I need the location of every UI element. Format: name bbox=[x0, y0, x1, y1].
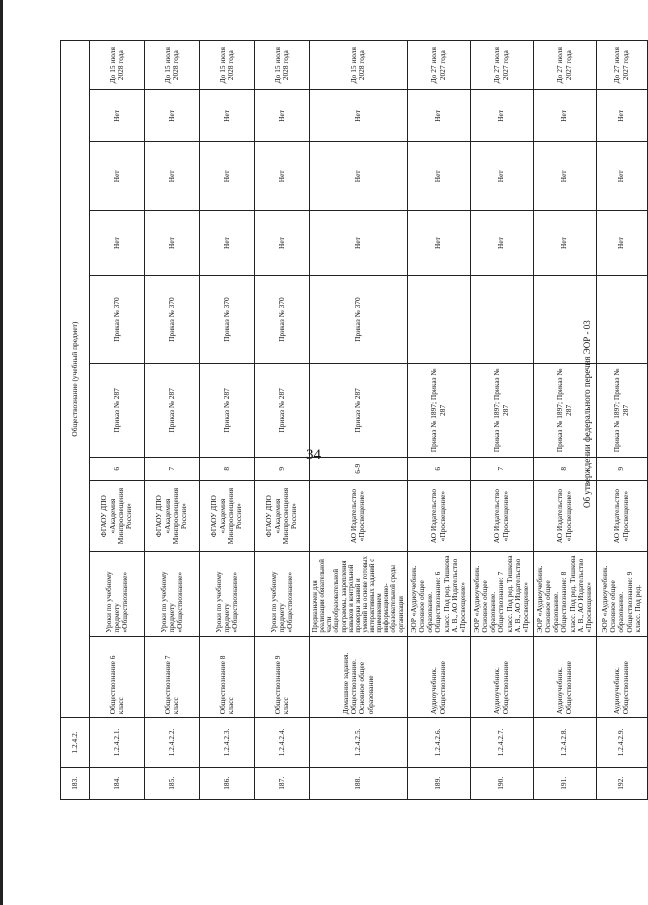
resource-grade: 7 bbox=[145, 457, 200, 480]
flag-3: Нет bbox=[470, 90, 533, 142]
resource-grade: 8 bbox=[533, 457, 596, 480]
validity-term: До 15 июля 2028 года bbox=[310, 41, 408, 91]
approval-order-2: Приказ № 370 bbox=[310, 275, 408, 363]
resource-publisher: ФГАОУ ДПО «Академия Минпросвещения России» bbox=[255, 480, 310, 551]
resource-grade: 6-9 bbox=[310, 457, 408, 480]
flag-1: Нет bbox=[145, 211, 200, 276]
validity-term: До 27 июля 2027 года bbox=[470, 41, 533, 91]
flag-3: Нет bbox=[533, 90, 596, 142]
resource-publisher: АО Издательство «Просвещение» bbox=[310, 480, 408, 551]
table-row bbox=[407, 41, 470, 800]
table-row bbox=[145, 41, 200, 800]
flag-3: Нет bbox=[310, 90, 408, 142]
approval-order-2: Приказ № 370 bbox=[90, 275, 145, 363]
row-code: 1.2.4.2.9. bbox=[596, 718, 647, 767]
flag-1: Нет bbox=[596, 211, 647, 276]
validity-term: До 15 июля 2028 года bbox=[200, 41, 255, 91]
table-row bbox=[90, 41, 145, 800]
row-number: 188. bbox=[310, 767, 408, 799]
row-code: 1.2.4.2.2. bbox=[145, 718, 200, 767]
resource-description: Уроки по учебному предмету «Обществознание» bbox=[255, 552, 310, 636]
row-number: 186. bbox=[200, 767, 255, 799]
resource-name: Домашние задания. Обществознание. Основное общее образование bbox=[310, 636, 408, 718]
flag-2: Нет bbox=[470, 142, 533, 211]
eor-list-table bbox=[60, 40, 648, 800]
flag-1: Нет bbox=[533, 211, 596, 276]
resource-publisher: АО Издательство «Просвещение» bbox=[533, 480, 596, 551]
footer-note: Об утверждении федерального перечня ЭОР - 03 bbox=[582, 320, 592, 508]
flag-1: Нет bbox=[90, 211, 145, 276]
validity-term: До 27 июля 2027 года bbox=[533, 41, 596, 91]
row-code: 1.2.4.2.7. bbox=[470, 718, 533, 767]
section-number: 183. bbox=[61, 767, 90, 799]
approval-order: Приказ № 287 bbox=[310, 364, 408, 457]
flag-2: Нет bbox=[407, 142, 470, 211]
resource-name: Аудиоучебник. Обществознание bbox=[470, 636, 533, 718]
row-number: 190. bbox=[470, 767, 533, 799]
row-number: 185. bbox=[145, 767, 200, 799]
approval-order: Приказ № 287 bbox=[90, 364, 145, 457]
resource-description: ЭОР «Аудиоучебник. Основное общее образование. Обществознание: 9 класс. Под ред. bbox=[596, 552, 647, 636]
row-code: 1.2.4.2.5. bbox=[310, 718, 408, 767]
resource-name: Обществознание 8 класс bbox=[200, 636, 255, 718]
flag-1: Нет bbox=[407, 211, 470, 276]
resource-publisher: ФГАОУ ДПО «Академия Минпросвещения России» bbox=[90, 480, 145, 551]
row-code: 1.2.4.2.6. bbox=[407, 718, 470, 767]
resource-grade: 7 bbox=[470, 457, 533, 480]
resource-grade: 6 bbox=[407, 457, 470, 480]
flag-2: Нет bbox=[596, 142, 647, 211]
approval-order-2 bbox=[407, 275, 470, 363]
resource-name: Обществознание 7 класс bbox=[145, 636, 200, 718]
approval-order-2 bbox=[470, 275, 533, 363]
resource-publisher: ФГАОУ ДПО «Академия Минпросвещения России» bbox=[145, 480, 200, 551]
row-code: 1.2.4.2.4. bbox=[255, 718, 310, 767]
resource-publisher: ФГАОУ ДПО «Академия Минпросвещения России» bbox=[200, 480, 255, 551]
flag-3: Нет bbox=[255, 90, 310, 142]
resource-name: Аудиоучебник. Обществознание bbox=[533, 636, 596, 718]
resource-description: Предназначен для реализации обязательной части общеобразовательной программы, закрепления навыков и контрольной проверки знаний и умений на основе готовых интерактивных заданий с применением информационно-образовательной среды организации bbox=[310, 552, 408, 636]
flag-3: Нет bbox=[200, 90, 255, 142]
flag-3: Нет bbox=[90, 90, 145, 142]
flag-3: Нет bbox=[596, 90, 647, 142]
flag-1: Нет bbox=[470, 211, 533, 276]
validity-term: До 15 июля 2028 года bbox=[255, 41, 310, 91]
resource-publisher: АО Издательство «Просвещение» bbox=[596, 480, 647, 551]
resource-description: ЭОР «Аудиоучебник. Основное общее образование. Обществознание: 8 класс. Под ред. Тишкова А. В., АО Издательство «Просвещение» bbox=[533, 552, 596, 636]
row-number: 192. bbox=[596, 767, 647, 799]
table-row bbox=[470, 41, 533, 800]
resource-description: ЭОР «Аудиоучебник. Основное общее образование. Обществознание: 7 класс. Под ред. Тишкова А. В., АО Издательство «Просвещение» bbox=[470, 552, 533, 636]
table-row bbox=[200, 41, 255, 800]
flag-2: Нет bbox=[200, 142, 255, 211]
flag-3: Нет bbox=[145, 90, 200, 142]
validity-term: До 27 июля 2027 года bbox=[596, 41, 647, 91]
validity-term: До 27 июля 2027 года bbox=[407, 41, 470, 91]
section-code: 1.2.4.2. bbox=[61, 718, 90, 767]
validity-term: До 15 июля 2028 года bbox=[145, 41, 200, 91]
row-code: 1.2.4.2.8. bbox=[533, 718, 596, 767]
approval-order-2 bbox=[596, 275, 647, 363]
approval-order: Приказ № 287 bbox=[145, 364, 200, 457]
flag-3: Нет bbox=[407, 90, 470, 142]
page-number: 34 bbox=[306, 447, 321, 463]
flag-2: Нет bbox=[255, 142, 310, 211]
flag-2: Нет bbox=[310, 142, 408, 211]
scan-edge bbox=[0, 0, 3, 905]
resource-description: Уроки по учебному предмету «Обществознание» bbox=[200, 552, 255, 636]
table-row bbox=[596, 41, 647, 800]
row-number: 189. bbox=[407, 767, 470, 799]
approval-order-2: Приказ № 370 bbox=[255, 275, 310, 363]
resource-description: ЭОР «Аудиоучебник. Основное общее образование. Обществознание: 6 класс. Под ред. Тишкова А. В., АО Издательство «Просвещение» bbox=[407, 552, 470, 636]
row-number: 191. bbox=[533, 767, 596, 799]
row-number: 187. bbox=[255, 767, 310, 799]
row-code: 1.2.4.2.3. bbox=[200, 718, 255, 767]
flag-2: Нет bbox=[145, 142, 200, 211]
approval-order: Приказ № 1897; Приказ № 287 bbox=[407, 364, 470, 457]
approval-order-2: Приказ № 370 bbox=[145, 275, 200, 363]
flag-1: Нет bbox=[200, 211, 255, 276]
validity-term: До 15 июля 2028 года bbox=[90, 41, 145, 91]
resource-name: Аудиоучебник. Обществознание bbox=[596, 636, 647, 718]
approval-order: Приказ № 1897; Приказ № 287 bbox=[533, 364, 596, 457]
flag-2: Нет bbox=[90, 142, 145, 211]
table-row bbox=[310, 41, 408, 800]
flag-1: Нет bbox=[255, 211, 310, 276]
row-code: 1.2.4.2.1. bbox=[90, 718, 145, 767]
resource-grade: 9 bbox=[596, 457, 647, 480]
resource-description: Уроки по учебному предмету «Обществознание» bbox=[90, 552, 145, 636]
resource-description: Уроки по учебному предмету «Обществознание» bbox=[145, 552, 200, 636]
rotated-table-container bbox=[60, 40, 642, 800]
approval-order-2: Приказ № 370 bbox=[200, 275, 255, 363]
resource-grade: 8 bbox=[200, 457, 255, 480]
approval-order: Приказ № 287 bbox=[200, 364, 255, 457]
resource-grade: 6 bbox=[90, 457, 145, 480]
row-number: 184. bbox=[90, 767, 145, 799]
resource-name: Аудиоучебник. Обществознание bbox=[407, 636, 470, 718]
resource-name: Обществознание 6 класс bbox=[90, 636, 145, 718]
resource-publisher: АО Издательство «Просвещение» bbox=[470, 480, 533, 551]
resource-name: Обществознание 9 класс bbox=[255, 636, 310, 718]
approval-order: Приказ № 1897; Приказ № 287 bbox=[470, 364, 533, 457]
approval-order: Приказ № 1897; Приказ № 287 bbox=[596, 364, 647, 457]
table-row bbox=[255, 41, 310, 800]
resource-publisher: АО Издательство «Просвещение» bbox=[407, 480, 470, 551]
flag-1: Нет bbox=[310, 211, 408, 276]
flag-2: Нет bbox=[533, 142, 596, 211]
section-row bbox=[61, 41, 90, 800]
resource-grade: 9 bbox=[255, 457, 310, 480]
section-title: Обществознание (учебный предмет) bbox=[61, 41, 90, 718]
approval-order: Приказ № 287 bbox=[255, 364, 310, 457]
